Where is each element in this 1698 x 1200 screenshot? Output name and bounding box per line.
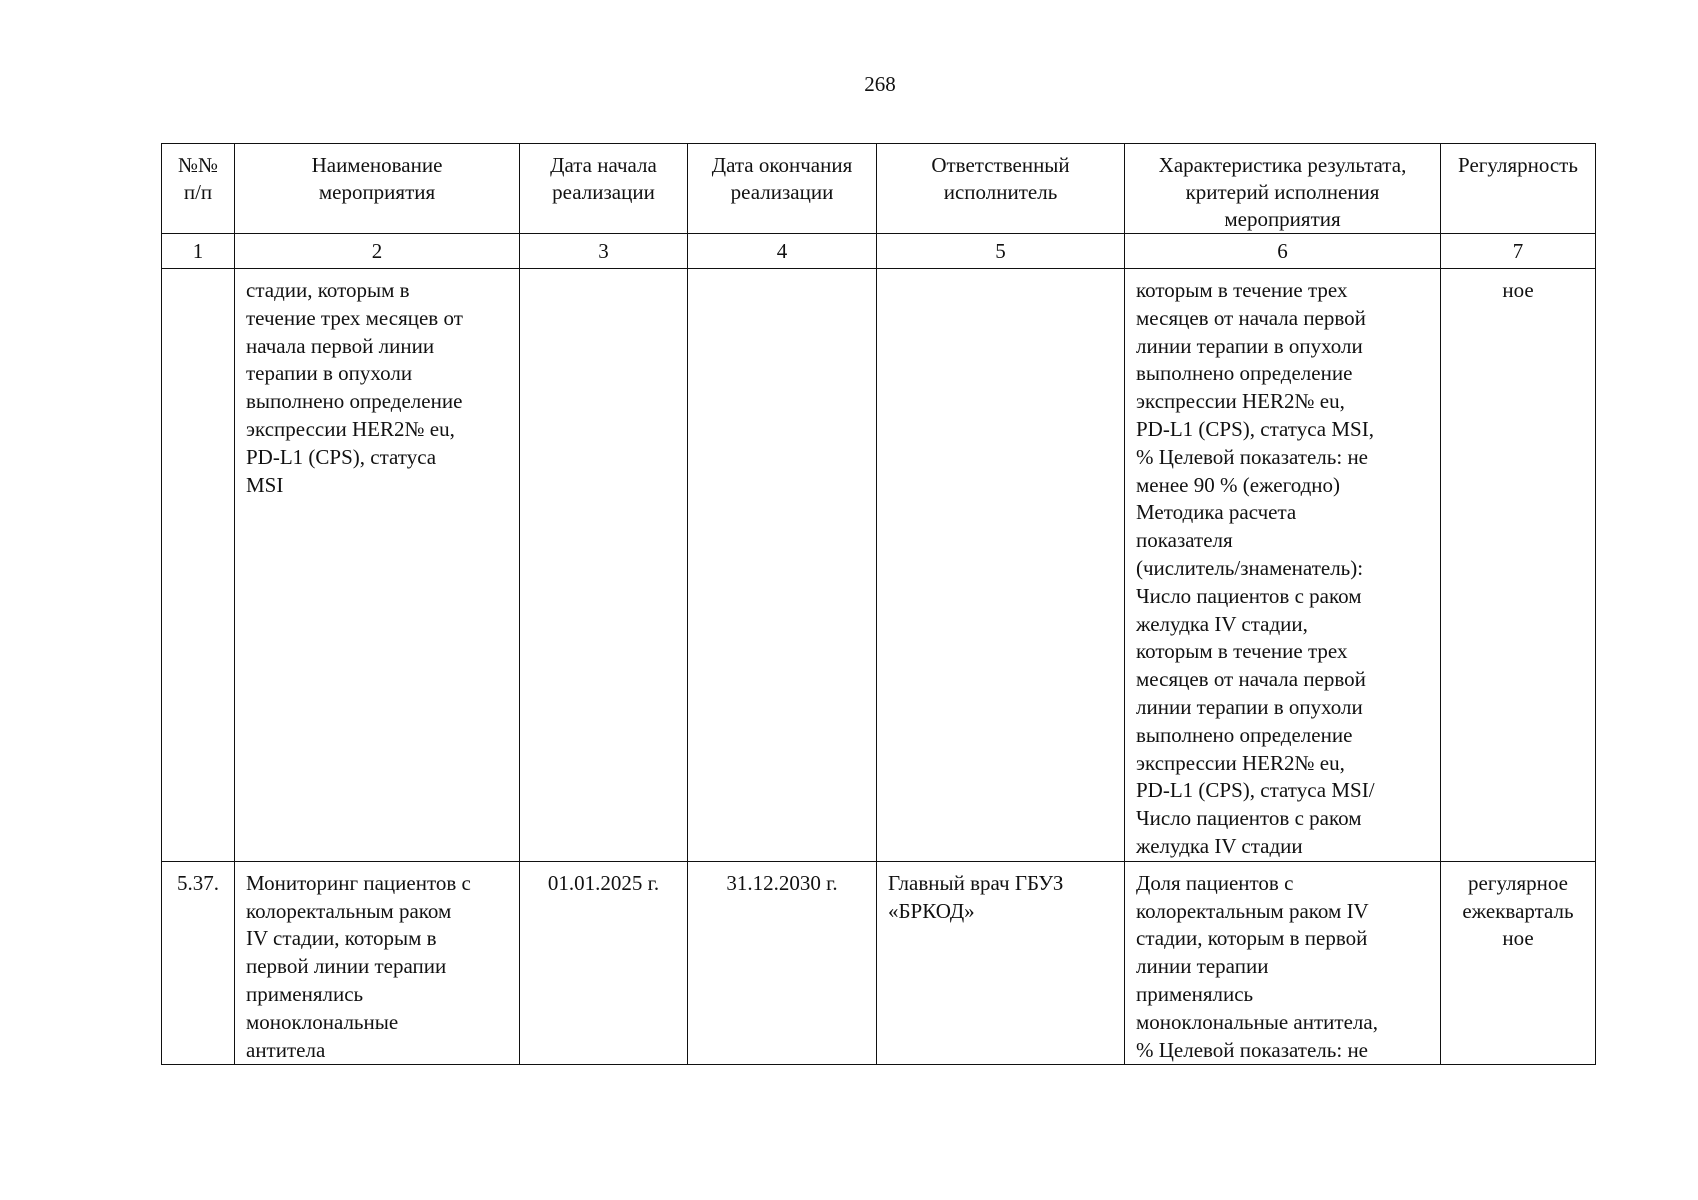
regularity-cell [1441,269,1596,862]
header-end-date: Дата окончания реализации [688,144,877,234]
responsible-cell [877,269,1125,862]
row-number: 5.37. [177,870,219,895]
start-date: 01.01.2025 г. [547,870,660,895]
result-cell [1125,269,1441,862]
result-description: Доля пациентов с колоректальным раком IV стадии, которым в первой линии терапии применялись моноклональные антитела, % Целевой показатель: не [1136,870,1378,1062]
regularity: ное [1502,278,1534,302]
column-number: 3 [520,234,688,269]
result-description: которым в течение трех месяцев от начала первой линии терапии в опухоли выполнено определение экспрессии HER2№ eu, PD-L1 (CPS), статуса MSI, % Целевой показатель: не менее 90 % (ежегодно) Методика расчета показателя (числитель/знаменатель): Число пациентов с раком желудка IV стадии, которым в течение трех месяцев от начала первой линии терапии в опухоли выполнено определение экспрессии HER2№ eu, PD-L1 (CPS), статуса MSI/ Число пациентов с раком желудка IV стадии [1136,278,1375,858]
activity-name: стадии, которым в течение трех месяцев от начала первой линии терапии в опухоли выполнено определение экспрессии HER2№ eu, PD-L1 (CPS), статуса MSI [246,278,463,497]
table-row [162,861,1596,1065]
responsible: Главный врач ГБУЗ «БРКОД» [888,870,1064,923]
column-number: 6 [1125,234,1441,269]
column-number: 1 [162,234,235,269]
start-date-cell [520,269,688,862]
start-date-cell [520,861,688,1065]
table-row [162,269,1596,862]
end-date: 31.12.2030 г. [726,870,838,895]
responsible-cell [877,861,1125,1065]
responsible [877,269,1124,277]
row-number-cell [162,269,235,862]
header-activity-name: Наименование мероприятия [235,144,520,234]
header-start-date: Дата начала реализации [520,144,688,234]
header-number: №№ п/п [162,144,235,234]
start-date [520,269,687,277]
row-number-cell [162,861,235,1065]
column-number: 7 [1441,234,1596,269]
end-date-cell [688,269,877,862]
column-number: 5 [877,234,1125,269]
header-regularity: Регулярность [1441,144,1596,234]
activity-name-cell [235,861,520,1065]
end-date [688,269,876,277]
page-number: 268 [864,72,896,96]
regularity: регулярное ежекварталь ное [1462,870,1574,951]
plan-table [161,143,1596,1065]
column-number: 4 [688,234,877,269]
end-date-cell [688,861,877,1065]
result-cell [1125,861,1441,1065]
column-numbers-row [162,234,1596,269]
regularity-cell [1441,861,1596,1065]
header-responsible: Ответственный исполнитель [877,144,1125,234]
header-row [162,144,1596,234]
column-number: 2 [235,234,520,269]
row-number [162,269,234,277]
activity-name: Мониторинг пациентов с колоректальным раком IV стадии, которым в первой линии терапии применялись моноклональные антитела [246,870,471,1062]
activity-name-cell [235,269,520,862]
header-result: Характеристика результата, критерий исполнения мероприятия [1125,144,1441,234]
